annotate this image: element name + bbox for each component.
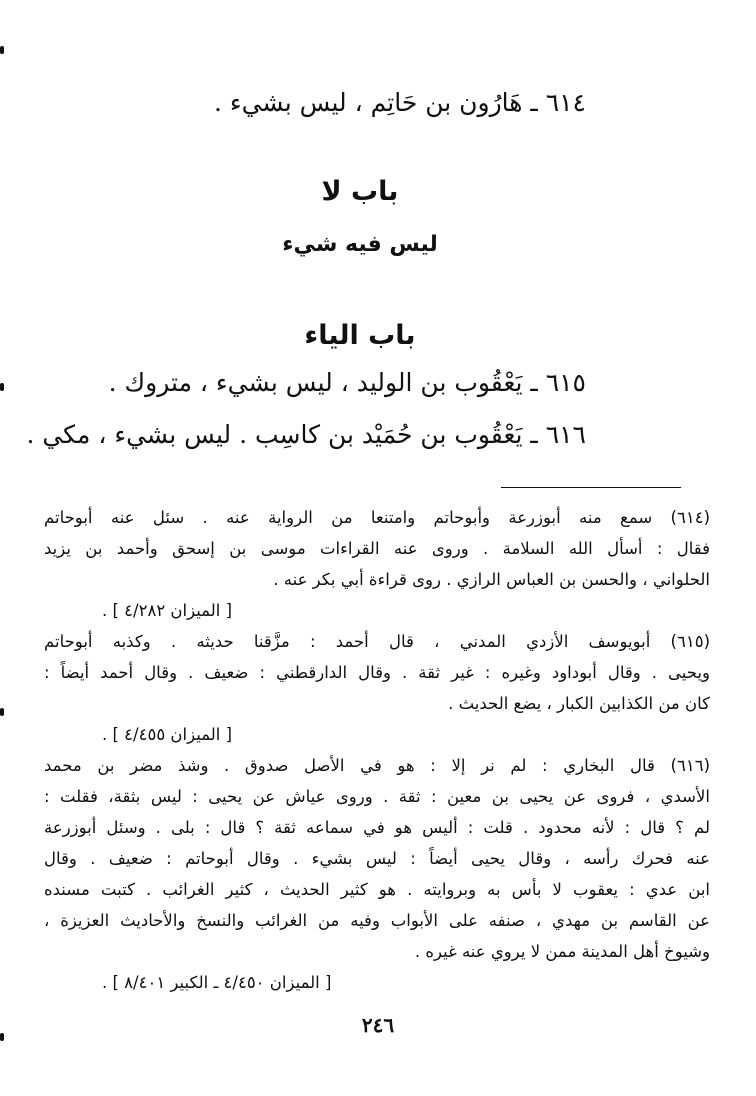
footnote-line: لم ؟ قال : لأنه محدود . قلت : أليس هو في سماعه ثقة ؟ قال : بلى . وسئل أبوزرعة (44, 818, 710, 837)
entry-614: ٦١٤ ـ هَارُون بن حَاتِم ، ليس بشيء . (213, 88, 586, 117)
footnote-reference-text: [ الميزان ٤/٤٥٠ ـ الكبير ٨/٤٠١ ] . (102, 973, 332, 992)
chapter-heading-ya: باب الياء (304, 320, 416, 351)
footnote-line: ابن عدي : يعقوب لا بأس به وبروايته . هو كثير الحديث ، كثير الغرائب . كتبت مسنده (44, 880, 710, 899)
footnote-reference (44, 719, 710, 750)
footnote-line: وشيوخ أهل المدينة ممن لا يروي عنه غيره . (414, 942, 710, 961)
footnote-line: كان من الكذابين الكبار ، يضع الحديث . (448, 694, 710, 713)
footnote-line: الأسدي ، فروى عن يحيى بن معين : ثقة . وروى عياش عن يحيى : ليس بثقة، فقلت : (44, 787, 710, 806)
footnote-615 (44, 626, 710, 750)
chapter-heading-la: باب لا (321, 176, 399, 207)
footnotes (44, 502, 710, 998)
footnote-line: (٦١٥) أبويوسف الأزدي المدني ، قال أحمد : مزَّقنا حديثه . وكذبه أبوحاتم (44, 632, 710, 651)
scan-edge-mark (0, 46, 4, 54)
footnote-line: عنه فحرك رأسه ، وقال يحيى أيضاً : ليس بشيء . وقال أبوحاتم : ضعيف . وقال (44, 849, 710, 868)
entry-616: ٦١٦ ـ يَعْقُوب بن حُمَيْد بن كاسِب . ليس بشيء ، مكي . (26, 420, 586, 449)
scan-edge-mark (0, 708, 4, 716)
footnote-line: (٦١٦) قال البخاري : لم نر إلا : هو في الأصل صدوق . وشذ مضر بن محمد (44, 756, 710, 775)
footnote-line: الحلواني ، والحسن بن العباس الرازي . روى قراءة أبي بكر عنه . (273, 570, 710, 589)
footnote-reference-text: [ الميزان ٤/٢٨٢ ] . (102, 601, 233, 620)
footnote-line: ويحيى . وقال أبوداود وغيره : غير ثقة . وقال الدارقطني : ضعيف . وقال أحمد أيضاً : (44, 663, 710, 682)
footnote-reference (44, 595, 710, 626)
footnote-reference-text: [ الميزان ٤/٤٥٥ ] . (102, 725, 233, 744)
page-number: ٢٤٦ (361, 1013, 395, 1037)
scan-edge-mark (0, 1033, 4, 1041)
footnote-line: (٦١٤) سمع منه أبوزرعة وأبوحاتم وامتنعا من الرواية عنه . سئل عنه أبوحاتم (44, 508, 710, 527)
footnote-616 (44, 750, 710, 998)
footnote-reference (44, 967, 710, 998)
footnote-line: فقال : أسأل الله السلامة . وروى عنه القراءات موسى بن إسحق وأحمد بن يزيد (44, 539, 710, 558)
footnote-line: عن القاسم بن مهدي ، صنفه على الأبواب وفيه من الغرائب والنسخ والأحاديث العزيزة ، (44, 911, 710, 930)
entry-615: ٦١٥ ـ يَعْقُوب بن الوليد ، ليس بشيء ، متروك . (108, 368, 586, 397)
scan-edge-mark (0, 383, 4, 391)
chapter-subheading-la: ليس فيه شيء (282, 232, 438, 257)
footnote-separator (501, 487, 681, 488)
footnote-614 (44, 502, 710, 626)
